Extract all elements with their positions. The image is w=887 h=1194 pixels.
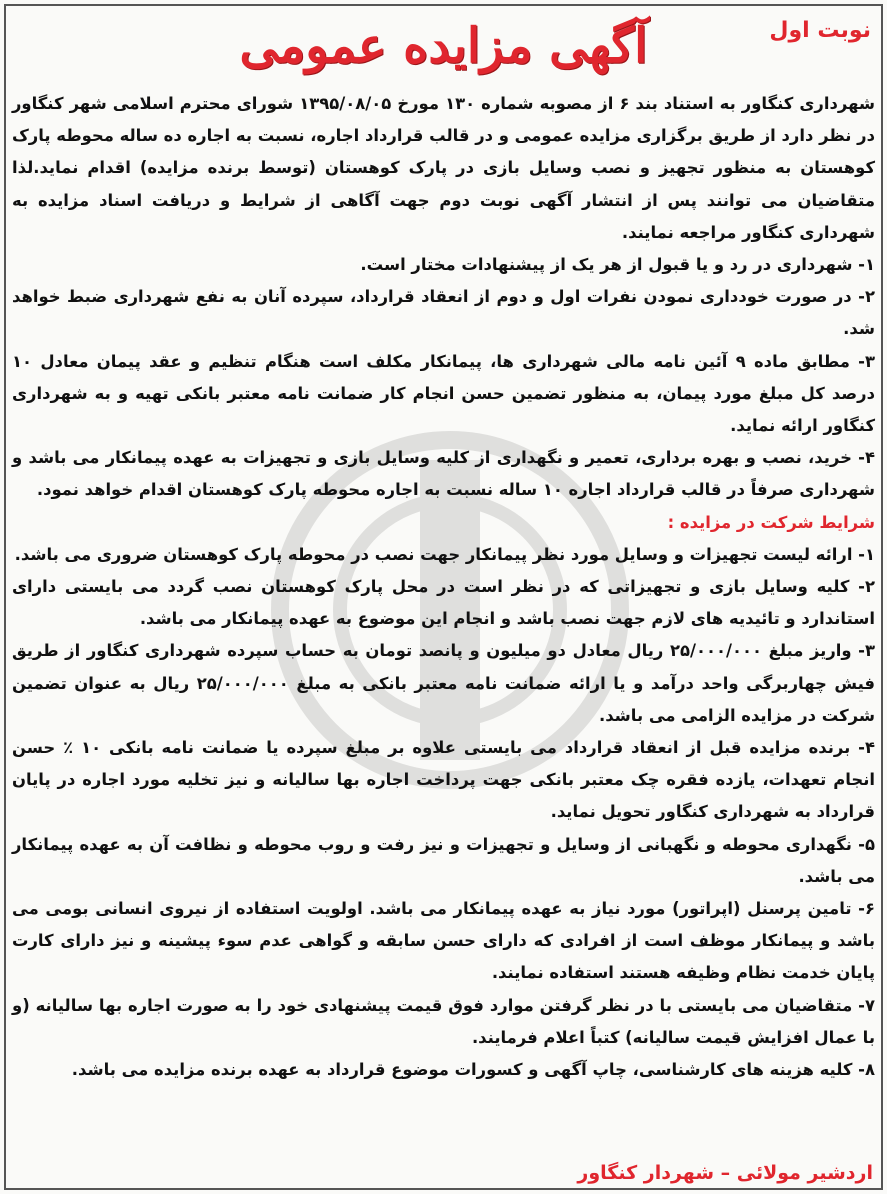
condition-item: ۴- برنده مزایده قبل از انعقاد قرارداد می بایستی علاوه بر مبلغ سپرده یا ضمانت نامه بانکی ۱۰ ٪ حسن انجام تعهدات، یازده فقره چک معتبر بانکی جهت پرداخت اجاره بها سالیانه و نیز تخلیه مورد اجاره در پایان قرارداد به شهرداری کنگاور تحویل نماید. xyxy=(12,738,875,822)
term-item: ۲- در صورت خودداری نمودن نفرات اول و دوم از انعقاد قرارداد، سپرده آنان به نفع شهرداری ضبط خواهد شد. xyxy=(12,287,875,339)
condition-item: ۲- کلیه وسایل بازی و تجهیزاتی که در نظر است در محل پارک کوهستان نصب گردد می بایستی دارای استاندارد و تائیدیه های لازم جهت نصب باشد و انجام این موضوع به عهده پیمانکار می باشد. xyxy=(12,577,875,629)
intro-paragraph: شهرداری کنگاور به استناد بند ۶ از مصوبه شماره ۱۳۰ مورخ ۱۳۹۵/۰۸/۰۵ شورای محترم اسلامی شهر کنگاور در نظر دارد از طریق برگزاری مزایده عمومی و در قالب قرارداد اجاره، نسبت به اجاره ده ساله محوطه پارک کوهستان به منظور تجهیز و نصب وسایل بازی در پارک کوهستان (توسط برنده مزایده) اقدام نماید.لذا متقاضیان می توانند پس از انتشار آگهی نوبت دوم جهت آگاهی از شرایط و دریافت اسناد مزایده به شهرداری کنگاور مراجعه نمایند. xyxy=(12,94,876,242)
conditions-heading: شرایط شرکت در مزایده : xyxy=(667,512,875,532)
term-item: ۱- شهرداری در رد و یا قبول از هر یک از پیشنهادات مختار است. xyxy=(360,255,875,275)
ad-header xyxy=(10,6,877,86)
condition-item: ۱- ارائه لیست تجهیزات و وسایل مورد نظر پیمانکار جهت نصب در محوطه پارک کوهستان ضروری می باشد. xyxy=(14,544,875,564)
ad-body xyxy=(12,88,875,1086)
condition-item: ۷- متقاضیان می بایستی با در نظر گرفتن موارد فوق قیمت پیشنهادی خود را به صورت اجاره بها سالیانه (و با عمال افزایش قیمت سالیانه) کتباً اعلام فرمایند. xyxy=(12,995,875,1047)
ad-title: آگهی مزایده عمومی xyxy=(239,18,648,74)
condition-item: ۳- واریز مبلغ ۲۵/۰۰۰/۰۰۰ ریال معادل دو میلیون و پانصد تومان به حساب سپرده شهرداری کنگاور از طریق فیش چهاربرگی واحد درآمد و یا ارائه ضمانت نامه معتبر بانکی به مبلغ ۲۵/۰۰۰/۰۰۰ ریال به عنوان تضمین شرکت در مزایده الزامی می باشد. xyxy=(12,641,875,725)
condition-item: ۸- کلیه هزینه های کارشناسی، چاپ آگهی و کسورات موضوع قرارداد به عهده برنده مزایده می باشد. xyxy=(71,1060,875,1080)
publication-round: نوبت اول xyxy=(769,18,871,43)
term-item: ۳- مطابق ماده ۹ آئین نامه مالی شهرداری ها، پیمانکار مکلف است هنگام تنظیم و عقد پیمان معادل ۱۰ درصد کل مبلغ مورد پیمان، به منظور تضمین حسن انجام کار ضمانت نامه معتبر بانکی تهیه و به شهرداری کنگاور ارائه نماید. xyxy=(12,351,876,436)
condition-item: ۶- تامین پرسنل (اپراتور) مورد نیاز به عهده پیمانکار می باشد. اولویت استفاده از نیروی انسانی بومی می باشد و پیمانکار موظف است از افرادی که دارای حسن سابقه و گواهی عدم سوء پیشینه و نیز دارای کارت پایان خدمت نظام وظیفه هستند استفاده نمایند. xyxy=(12,899,875,983)
term-item: ۴- خرید، نصب و بهره برداری، تعمیر و نگهداری از کلیه وسایل بازی و تجهیزات به عهده پیمانکار می باشد و شهرداری صرفاً در قالب قرارداد اجاره ۱۰ ساله نسبت به اجاره محوطه پارک کوهستان اقدام خواهد نمود. xyxy=(12,448,875,500)
condition-item: ۵- نگهداری محوطه و نگهبانی از وسایل و تجهیزات و نیز رفت و روب محوطه و نظافت آن به عهده پیمانکار می باشد. xyxy=(12,834,875,886)
signature: اردشیر مولائی – شهردار کنگاور xyxy=(577,1162,873,1184)
